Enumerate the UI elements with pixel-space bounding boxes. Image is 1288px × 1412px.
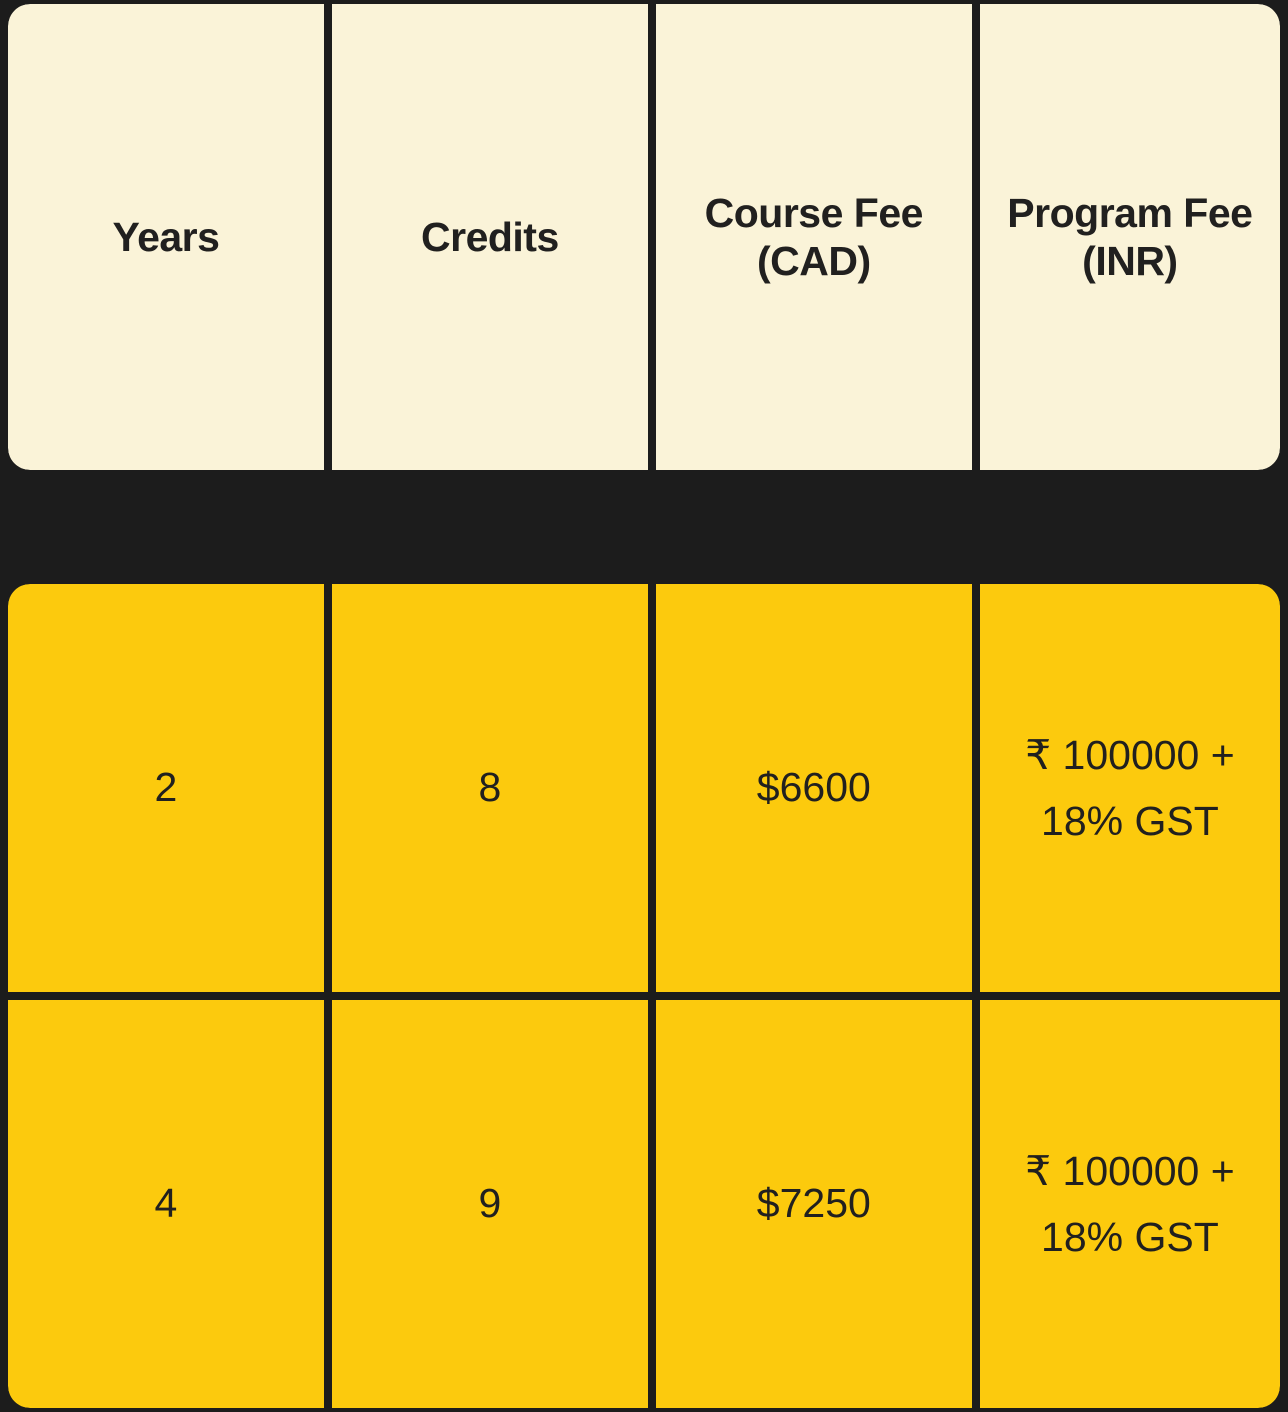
table-body (8, 584, 1280, 1408)
cell-credits: 9 (332, 1000, 648, 1408)
column-header-course-fee-cad: Course Fee (CAD) (656, 4, 972, 470)
cell-years: 2 (8, 584, 324, 992)
grid-divider (648, 1000, 656, 1408)
grid-divider (324, 584, 332, 992)
grid-divider (8, 992, 1280, 1000)
cell-course-fee-cad: $6600 (656, 584, 972, 992)
grid-divider (972, 584, 980, 992)
grid-divider (324, 4, 332, 470)
column-header-program-fee-inr: Program Fee (INR) (980, 4, 1280, 470)
grid-divider (648, 4, 656, 470)
grid-divider (648, 584, 656, 992)
grid-divider (972, 1000, 980, 1408)
cell-program-fee-inr: ₹ 100000 + 18% GST (980, 584, 1280, 992)
table-row (8, 584, 1280, 992)
table-row (8, 1000, 1280, 1408)
cell-years: 4 (8, 1000, 324, 1408)
cell-credits: 8 (332, 584, 648, 992)
grid-divider (972, 4, 980, 470)
cell-course-fee-cad: $7250 (656, 1000, 972, 1408)
column-header-years: Years (8, 4, 324, 470)
column-header-credits: Credits (332, 4, 648, 470)
cell-program-fee-inr: ₹ 100000 + 18% GST (980, 1000, 1280, 1408)
table-header-row (8, 4, 1280, 470)
grid-divider (324, 1000, 332, 1408)
